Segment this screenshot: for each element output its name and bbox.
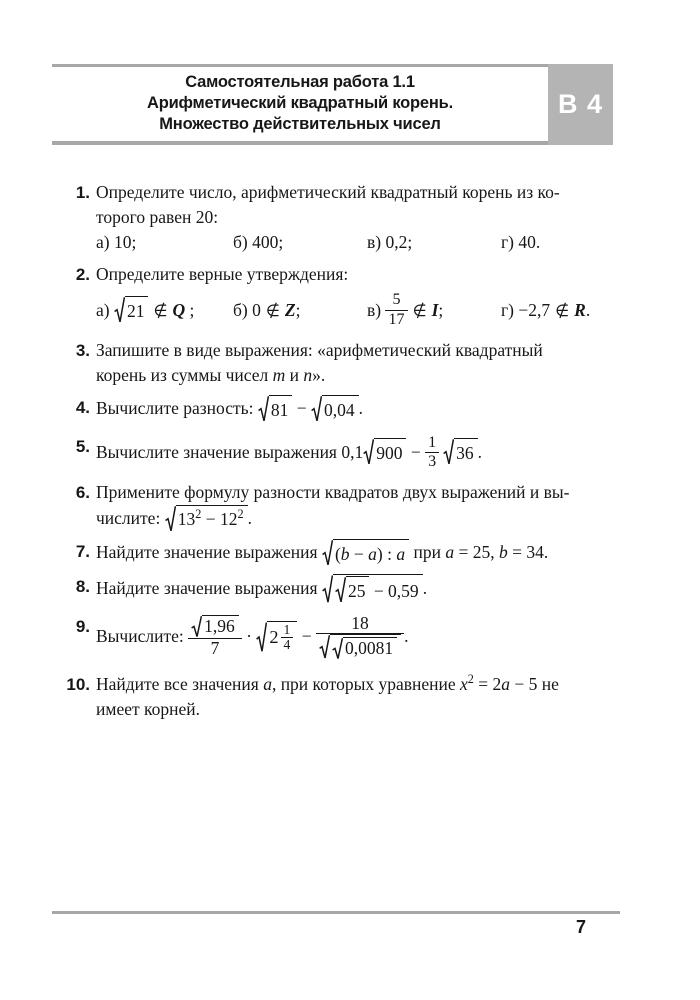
punctuation: . [422,578,428,599]
problem-8-number: 8. [75,576,90,596]
problem-3-line-1: Запишите в виде выражения: «арифметический квадратный [96,340,543,360]
sqrt-b-minus-a-div-a [322,539,409,567]
radical-sign-icon [363,438,374,466]
integer-part: 2 [269,627,279,648]
problem-5 [52,434,620,471]
sqrt-81 [258,395,293,423]
problem-6-number: 6. [75,482,90,502]
problem-6-body [96,480,620,533]
variable-x: x [460,673,468,694]
division-colon: ) : [376,543,397,564]
problem-10-number: 10. [66,674,90,694]
problem-3-body [96,338,620,388]
problem-2-option-a [96,296,233,324]
minus-term: − 0,59 [369,580,419,601]
variable-a: a [263,673,272,694]
sqrt-0-04 [311,395,359,423]
radical-sign-icon [332,637,343,660]
problem-8 [52,574,620,604]
text: Найдите значение выражения [96,578,322,599]
problem-2-intro: Определите верные утверждения: [96,264,349,284]
radical-sign-icon [256,621,267,653]
problem-10 [52,672,620,722]
problem-1-option-g: г) 40. [501,232,541,252]
fraction-denominator: 4 [283,637,291,653]
problem-7-expression [96,539,620,567]
fraction-sqrt-196-over-7 [188,615,242,659]
footer-rule [52,911,620,914]
not-element-of-symbol: ∉ [265,300,280,320]
punctuation: ; [295,299,301,320]
punctuation: ; [185,299,195,320]
radicand [333,574,423,604]
problem-2-body [96,262,620,333]
problem-1-line-1: Определите число, арифметический квадратный корень из ко- [96,182,560,202]
fraction-one-quarter [281,623,294,653]
fraction-numerator [188,615,242,638]
problems-list [52,180,620,722]
radical-sign-icon [322,574,333,604]
not-element-of-symbol: ∉ [412,300,427,320]
problem-4-number: 4. [75,398,90,417]
set-symbol-R: R [574,299,586,320]
fraction-numerator: 1 [283,622,291,637]
fraction [385,291,407,328]
radical-sign-icon [191,615,202,638]
option-label: а) [96,299,114,320]
set-symbol-Q: Q [172,299,186,320]
equals-2: = 2 [473,673,502,694]
value: 0 [252,299,261,320]
radical-sign-icon [443,438,454,466]
problem-6-line-1: Примените формулу разности квадратов двух выражений и вы- [96,481,570,502]
problem-9-expression [96,614,620,660]
variable-a: a [445,542,455,563]
fraction-one-third [425,434,439,471]
problem-2-option-g [501,298,590,323]
radicand [267,621,297,653]
inner-sqrt-0-0081 [332,637,397,660]
fraction-numerator: 1 [428,433,437,451]
problem-6 [52,480,620,533]
outer-sqrt [319,634,401,660]
radicand: 21 [125,296,149,324]
sqrt-mixed-number [256,621,297,653]
problem-1 [52,180,620,255]
problem-3 [52,338,620,388]
problem-7-body [96,539,620,567]
radicand: 1,96 [202,615,239,638]
text: корень из суммы чисел [96,365,273,385]
problem-3-number: 3. [75,341,90,360]
text: Найдите все значения [96,673,264,694]
variable-n: n [303,365,313,385]
punctuation: . [477,441,483,462]
problem-1-number: 1. [75,183,90,202]
radicand [330,634,401,660]
radicand [176,505,248,533]
value-a: = 25, [454,542,499,563]
variable-b: b [340,543,350,564]
problem-8-expression [96,574,620,604]
radicand [333,539,409,567]
problem-10-line-2: имеет корней. [96,698,200,719]
fraction-18-over-nested-root [316,614,404,660]
problem-5-body [96,434,620,471]
radical-sign-icon [258,395,269,423]
multiplication-dot: · [241,626,257,647]
text: , при которых уравнение [271,673,461,694]
problem-2-option-b [233,298,367,323]
sqrt-expression [114,296,149,324]
variable-a: a [396,543,406,564]
problem-2-option-v [367,291,501,328]
option-label: г) [501,299,519,320]
radicand: 36 [454,438,478,466]
problem-1-option-v: в) 0,2; [367,232,413,252]
paren: ( [334,543,341,564]
problem-10-line-1 [96,672,620,697]
exponent: 2 [467,671,474,686]
problem-4 [52,395,620,423]
problem-3-line-2 [96,363,620,388]
worksheet-header [52,64,613,145]
set-symbol-Z: Z [284,299,296,320]
not-element-of-symbol: ∉ [555,300,570,320]
variable-m: m [272,365,286,385]
problem-1-option-a: а) 10; [96,232,137,252]
sqrt-difference-of-squares [165,505,248,533]
option-label: б) [233,299,253,320]
problem-2-options [96,287,620,333]
variant-badge: В 4 [548,64,613,145]
fraction-denominator: 17 [388,310,405,328]
text: и [285,365,304,385]
text: Найдите значение выражения [96,542,322,563]
fraction-denominator: 7 [210,637,220,658]
problem-1-option-b: б) 400; [233,232,284,252]
problem-4-expression [96,395,620,423]
problem-9 [52,614,620,660]
punctuation: . [585,299,591,320]
title-line-2: Арифметический квадратный корень. [146,94,453,112]
minus-operator: − [297,626,316,647]
not-element-of-symbol: ∉ [153,300,168,320]
radicand: 0,04 [322,395,359,423]
fraction-denominator [316,634,404,660]
problem-5-expression [96,434,620,471]
punctuation: . [247,507,252,528]
radical-sign-icon [319,634,330,660]
sqrt-900 [363,438,406,466]
problem-9-number: 9. [75,616,90,636]
problem-7-number: 7. [75,542,90,562]
problem-9-body [96,614,620,660]
radical-sign-icon [335,576,346,604]
sqrt-1-96 [191,615,239,638]
base-12: 12 [219,509,238,530]
fraction-numerator: 5 [392,291,401,309]
page-number: 7 [575,917,586,937]
text: Вычислите разность: [96,398,258,419]
fraction-numerator: 18 [351,612,369,633]
title-line-3: Множество действительных чисел [159,115,441,133]
problem-2-number: 2. [75,265,90,284]
radical-sign-icon [165,505,176,533]
radicand: 81 [269,395,293,423]
worksheet-title [52,64,548,145]
text: ». [312,365,326,385]
option-label: в) [367,299,386,320]
exponent: 2 [195,507,202,522]
problem-1-line-2: торого равен 20: [96,207,219,227]
sqrt-36 [443,438,478,466]
problem-2 [52,262,620,333]
base-13: 13 [177,509,196,530]
minus-operator: − [349,543,369,564]
minus-operator: − [406,441,426,462]
punctuation: ; [438,299,444,320]
text: числите: [96,507,165,528]
value: −2,7 [518,299,551,320]
set-symbol-I: I [431,299,439,320]
radicand: 900 [374,438,406,466]
exponent: 2 [237,507,244,522]
problem-5-number: 5. [75,436,90,456]
problem-7 [52,539,620,567]
minus-operator: − [201,509,220,530]
title-line-1: Самостоятельная работа 1.1 [185,73,415,91]
value-b: = 34. [507,542,549,563]
outer-sqrt [322,574,423,604]
minus-operator: − [292,398,311,419]
problem-8-body [96,574,620,604]
radical-sign-icon [114,296,125,324]
radical-sign-icon [311,395,322,423]
text: при [409,542,446,563]
problem-1-options [96,230,620,255]
problem-4-body [96,395,620,423]
radical-sign-icon [322,539,333,567]
coefficient: 0,1 [341,441,364,462]
text: − 5 не [510,673,559,694]
variable-a: a [501,673,511,694]
punctuation: . [404,626,409,647]
problem-10-body [96,672,620,722]
text: Вычислите: [96,626,189,647]
problem-6-expression [96,505,620,533]
inner-sqrt-25 [335,576,370,604]
radicand: 25 [346,576,370,604]
text: Вычислите значение выражения [96,441,342,462]
fraction-denominator: 3 [428,452,437,470]
variable-b: b [498,542,508,563]
radicand: 0,0081 [343,637,397,660]
problem-1-body [96,180,620,255]
variable-a: a [368,543,377,564]
punctuation: . [358,398,363,419]
